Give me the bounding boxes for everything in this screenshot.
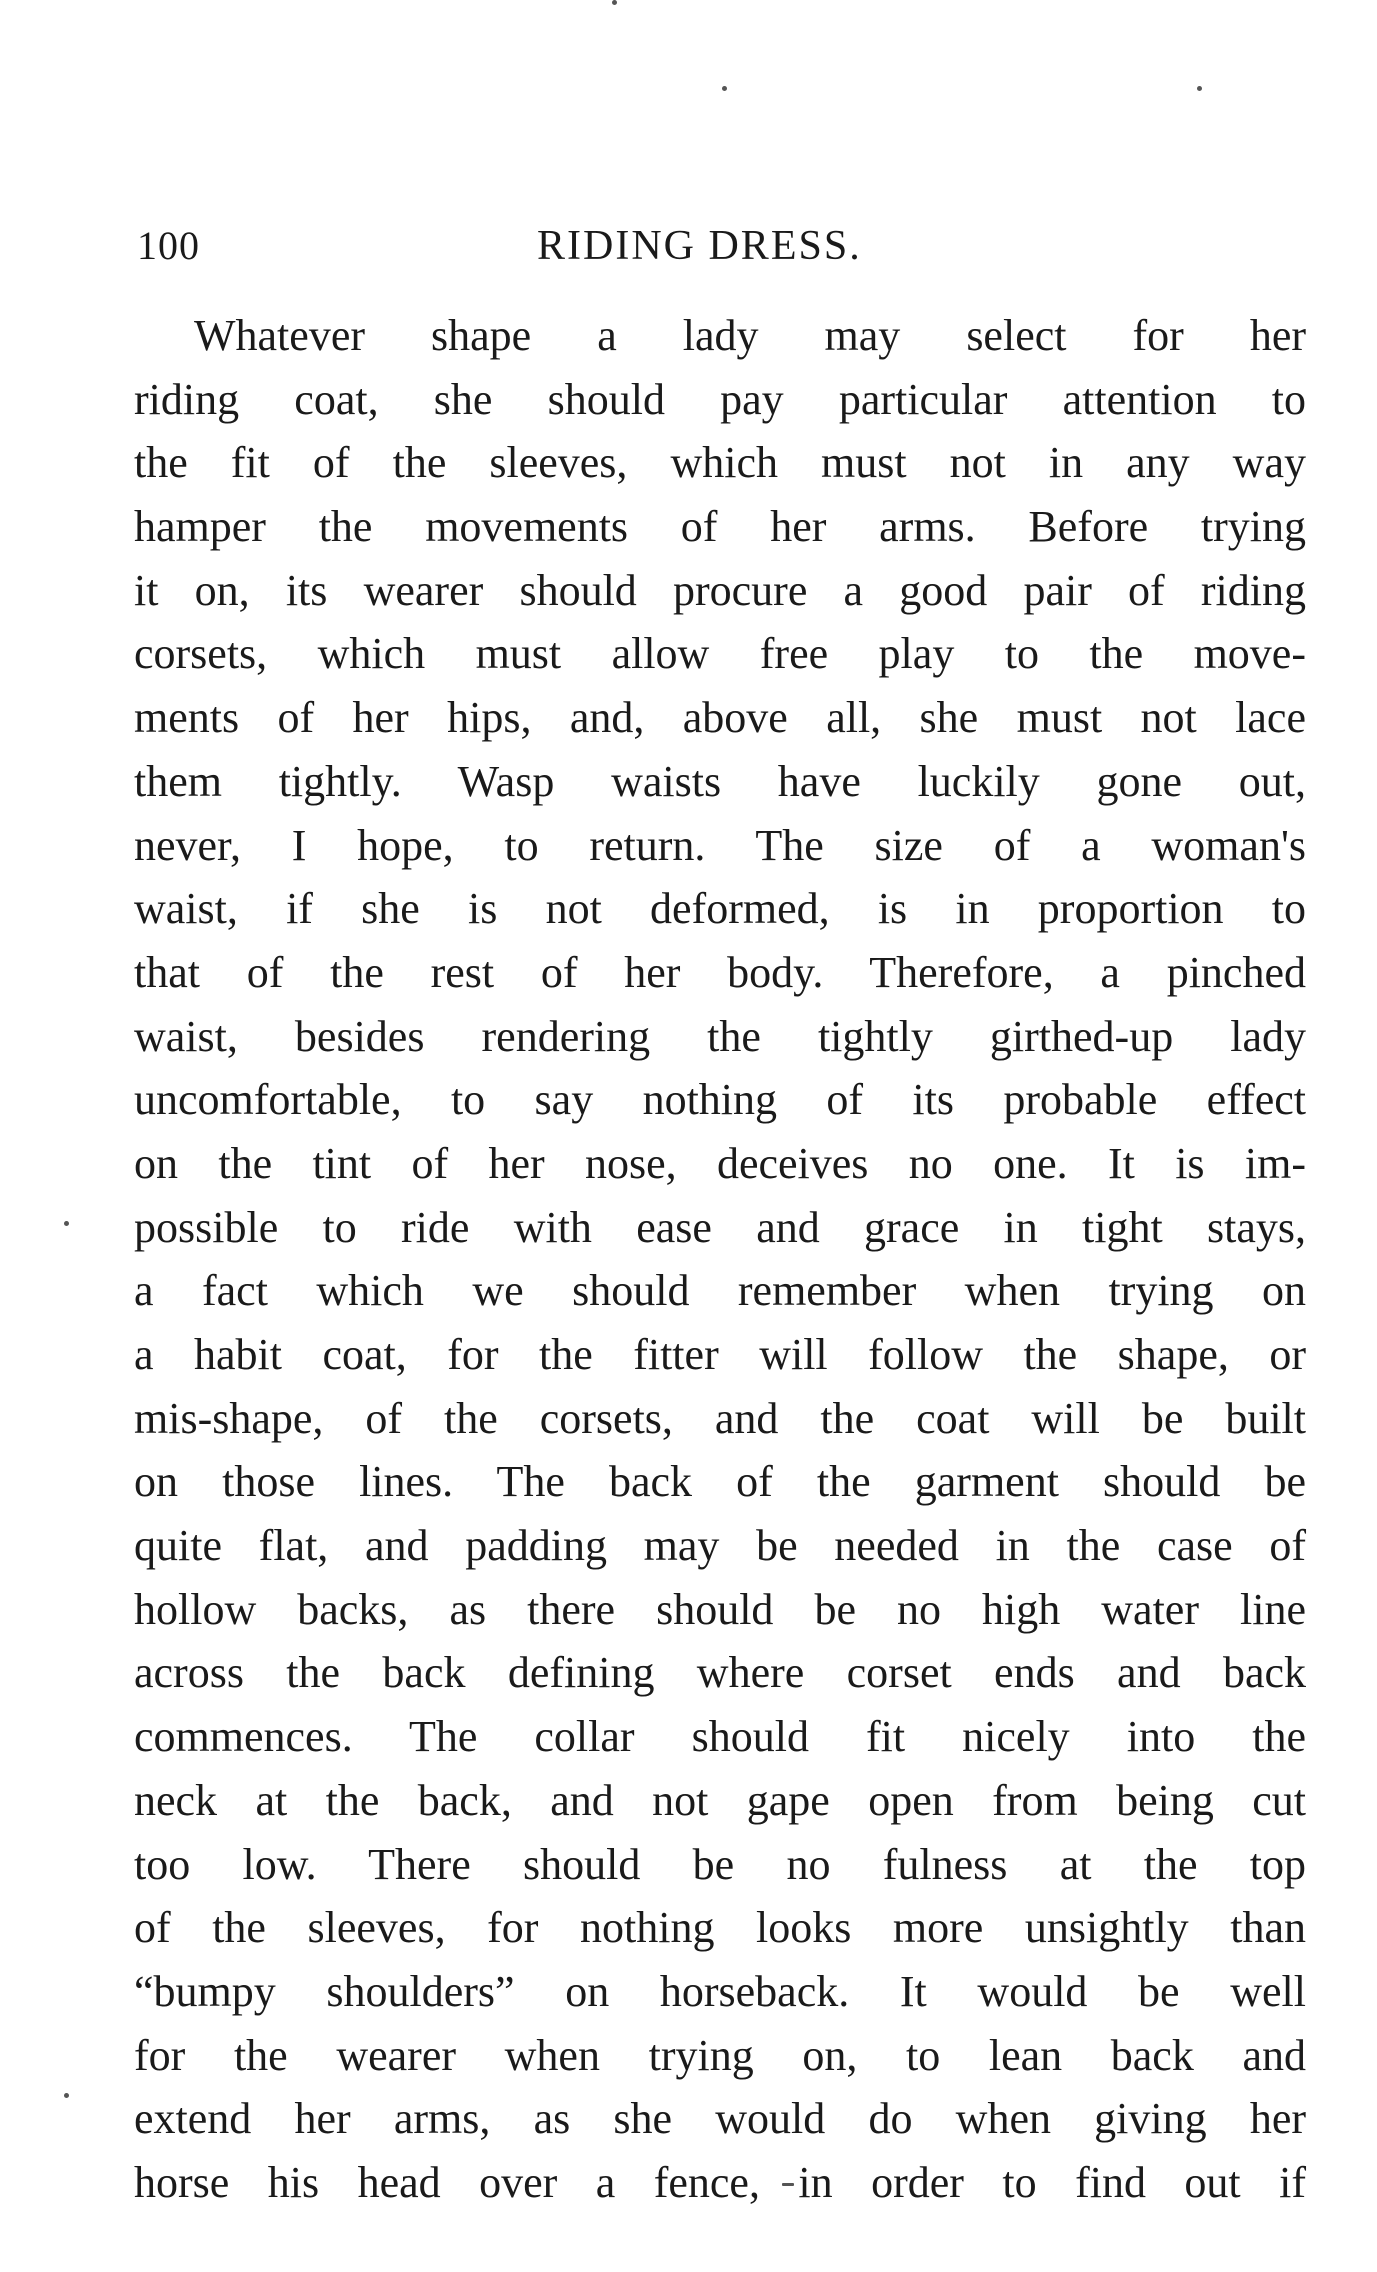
text-line: ments of her hips, and, above all, she must not lace: [134, 693, 1306, 743]
text-line: quite flat, and padding may be needed in the case of: [134, 1521, 1306, 1571]
text-line: them tightly. Wasp waists have luckily gone out,: [134, 756, 1306, 806]
text-line: neck at the back, and not gape open from being cut: [134, 1775, 1306, 1825]
text-line: on the tint of her nose, deceives no one. It is im-: [134, 1138, 1306, 1188]
print-speck: [64, 1221, 69, 1226]
text-line: a fact which we should remember when trying on: [134, 1266, 1306, 1316]
text-line: too low. There should be no fulness at the top: [134, 1839, 1306, 1889]
text-line: Whatever shape a lady may select for her: [194, 311, 1306, 360]
text-line: corsets, which must allow free play to the move-: [134, 629, 1306, 679]
print-speck: [612, 0, 617, 5]
text-line: uncomfortable, to say nothing of its probable effect: [134, 1075, 1306, 1125]
text-line: that of the rest of her body. Therefore, a pinched: [134, 947, 1306, 997]
print-speck: [722, 86, 727, 91]
text-line: waist, besides rendering the tightly girthed-up lady: [134, 1011, 1306, 1061]
print-speck: [1197, 86, 1202, 91]
text-line: for the wearer when trying on, to lean back and: [134, 2030, 1306, 2080]
text-line: waist, if she is not deformed, is in proportion to: [134, 884, 1306, 934]
running-title: RIDING DRESS.: [537, 223, 862, 269]
text-line: “bumpy shoulders” on horseback. It would be well: [134, 1966, 1306, 2016]
text-line: it on, its wearer should procure a good pair of riding: [134, 565, 1306, 615]
text-line: hollow backs, as there should be no high water line: [134, 1584, 1306, 1634]
print-speck: [64, 2093, 69, 2098]
page-number: 100: [137, 223, 200, 268]
text-line: hamper the movements of her arms. Before trying: [134, 502, 1306, 552]
body-text: [134, 304, 1306, 2215]
text-line: across the back defining where corset ends and back: [134, 1648, 1306, 1698]
text-line: extend her arms, as she would do when giving her: [134, 2094, 1306, 2144]
text-line: the fit of the sleeves, which must not in any way: [134, 438, 1306, 488]
text-line: a habit coat, for the fitter will follow the shape, or: [134, 1330, 1306, 1379]
text-line: never, I hope, to return. The size of a woman's: [134, 820, 1306, 870]
text-line: riding coat, she should pay particular attention to: [134, 374, 1306, 424]
text-line: horse his head over a fence, in order to find out if: [134, 2157, 1306, 2207]
text-line: commences. The collar should fit nicely into the: [134, 1712, 1306, 1762]
text-line: possible to ride with ease and grace in tight stays,: [134, 1202, 1306, 1252]
text-line: on those lines. The back of the garment should be: [134, 1457, 1306, 1507]
running-head: [137, 222, 1302, 282]
text-line: of the sleeves, for nothing looks more unsightly than: [134, 1903, 1306, 1953]
text-line: mis-shape, of the corsets, and the coat will be built: [134, 1393, 1306, 1443]
